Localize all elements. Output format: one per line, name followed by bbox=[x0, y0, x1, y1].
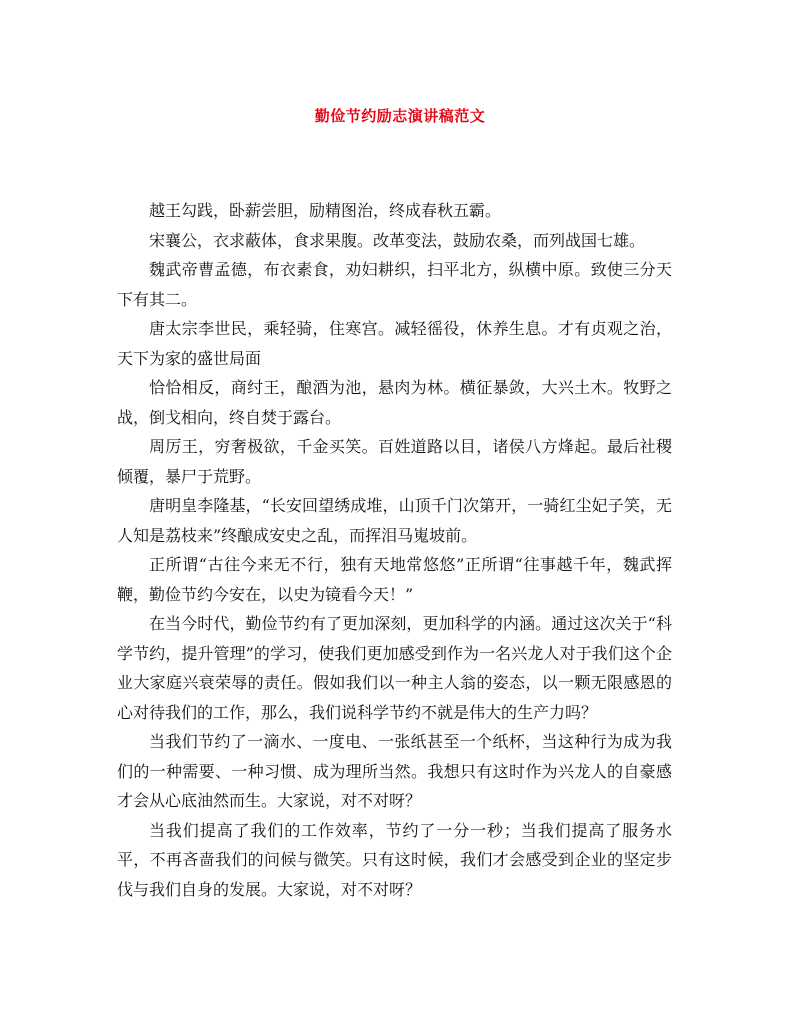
paragraph: 当我们节约了一滴水、一度电、一张纸甚至一个纸杯，当这种行为成为我们的一种需要、一种习惯、成为理所当然。我想只有这时作为兴龙人的自豪感才会从心底油然而生。大家说，对不对呀？ bbox=[117, 732, 672, 810]
paragraph: 宋襄公，衣求蔽体，食求果腹。改革变法，鼓励农桑，而列战国七雄。 bbox=[149, 230, 646, 250]
paragraph: 唐太宗李世民，乘轻骑，住寒宫。减轻徭役，休养生息。才有贞观之治，天下为家的盛世局面 bbox=[117, 319, 672, 368]
paragraph: 唐明皇李隆基，“长安回望绣成堆，山顶千门次第开，一骑红尘妃子笑，无人知是荔枝来”终酿成安史之乱，而挥泪马嵬坡前。 bbox=[117, 496, 672, 545]
document-title: 勤俭节约励志演讲稿范文 bbox=[314, 107, 486, 125]
paragraph: 正所谓“古往今来无不行，独有天地常悠悠”正所谓“往事越千年，魏武挥鞭，勤俭节约今安在，以史为镜看今天！” bbox=[117, 555, 672, 604]
paragraph: 越王勾践，卧薪尝胆，励精图治，终成春秋五霸。 bbox=[149, 201, 502, 220]
document-body bbox=[117, 196, 672, 904]
paragraph: 周厉王，穷奢极欲，千金买笑。百姓道路以目，诸侯八方烽起。最后社稷倾覆，暴尸于荒野。 bbox=[117, 437, 672, 486]
paragraph: 在当今时代，勤俭节约有了更加深刻，更加科学的内涵。通过这次关于“科学节约，提升管理”的学习，使我们更加感受到作为一名兴龙人对于我们这个企业大家庭兴衰荣辱的责任。假如我们以一种主人翁的姿态，以一颗无限感恩的心对待我们的工作，那么，我们说科学节约不就是伟大的生产力吗？ bbox=[117, 614, 672, 722]
paragraph: 当我们提高了我们的工作效率，节约了一分一秒；当我们提高了服务水平，不再吝啬我们的问候与微笑。只有这时候，我们才会感受到企业的坚定步伐与我们自身的发展。大家说，对不对呀？ bbox=[117, 820, 672, 899]
paragraph: 恰恰相反，商纣王，酿酒为池，悬肉为林。横征暴敛，大兴土木。牧野之战，倒戈相向，终自焚于露台。 bbox=[117, 378, 672, 427]
paragraph: 魏武帝曹孟德，布衣素食，劝妇耕织，扫平北方，纵横中原。致使三分天下有其二。 bbox=[117, 260, 672, 309]
